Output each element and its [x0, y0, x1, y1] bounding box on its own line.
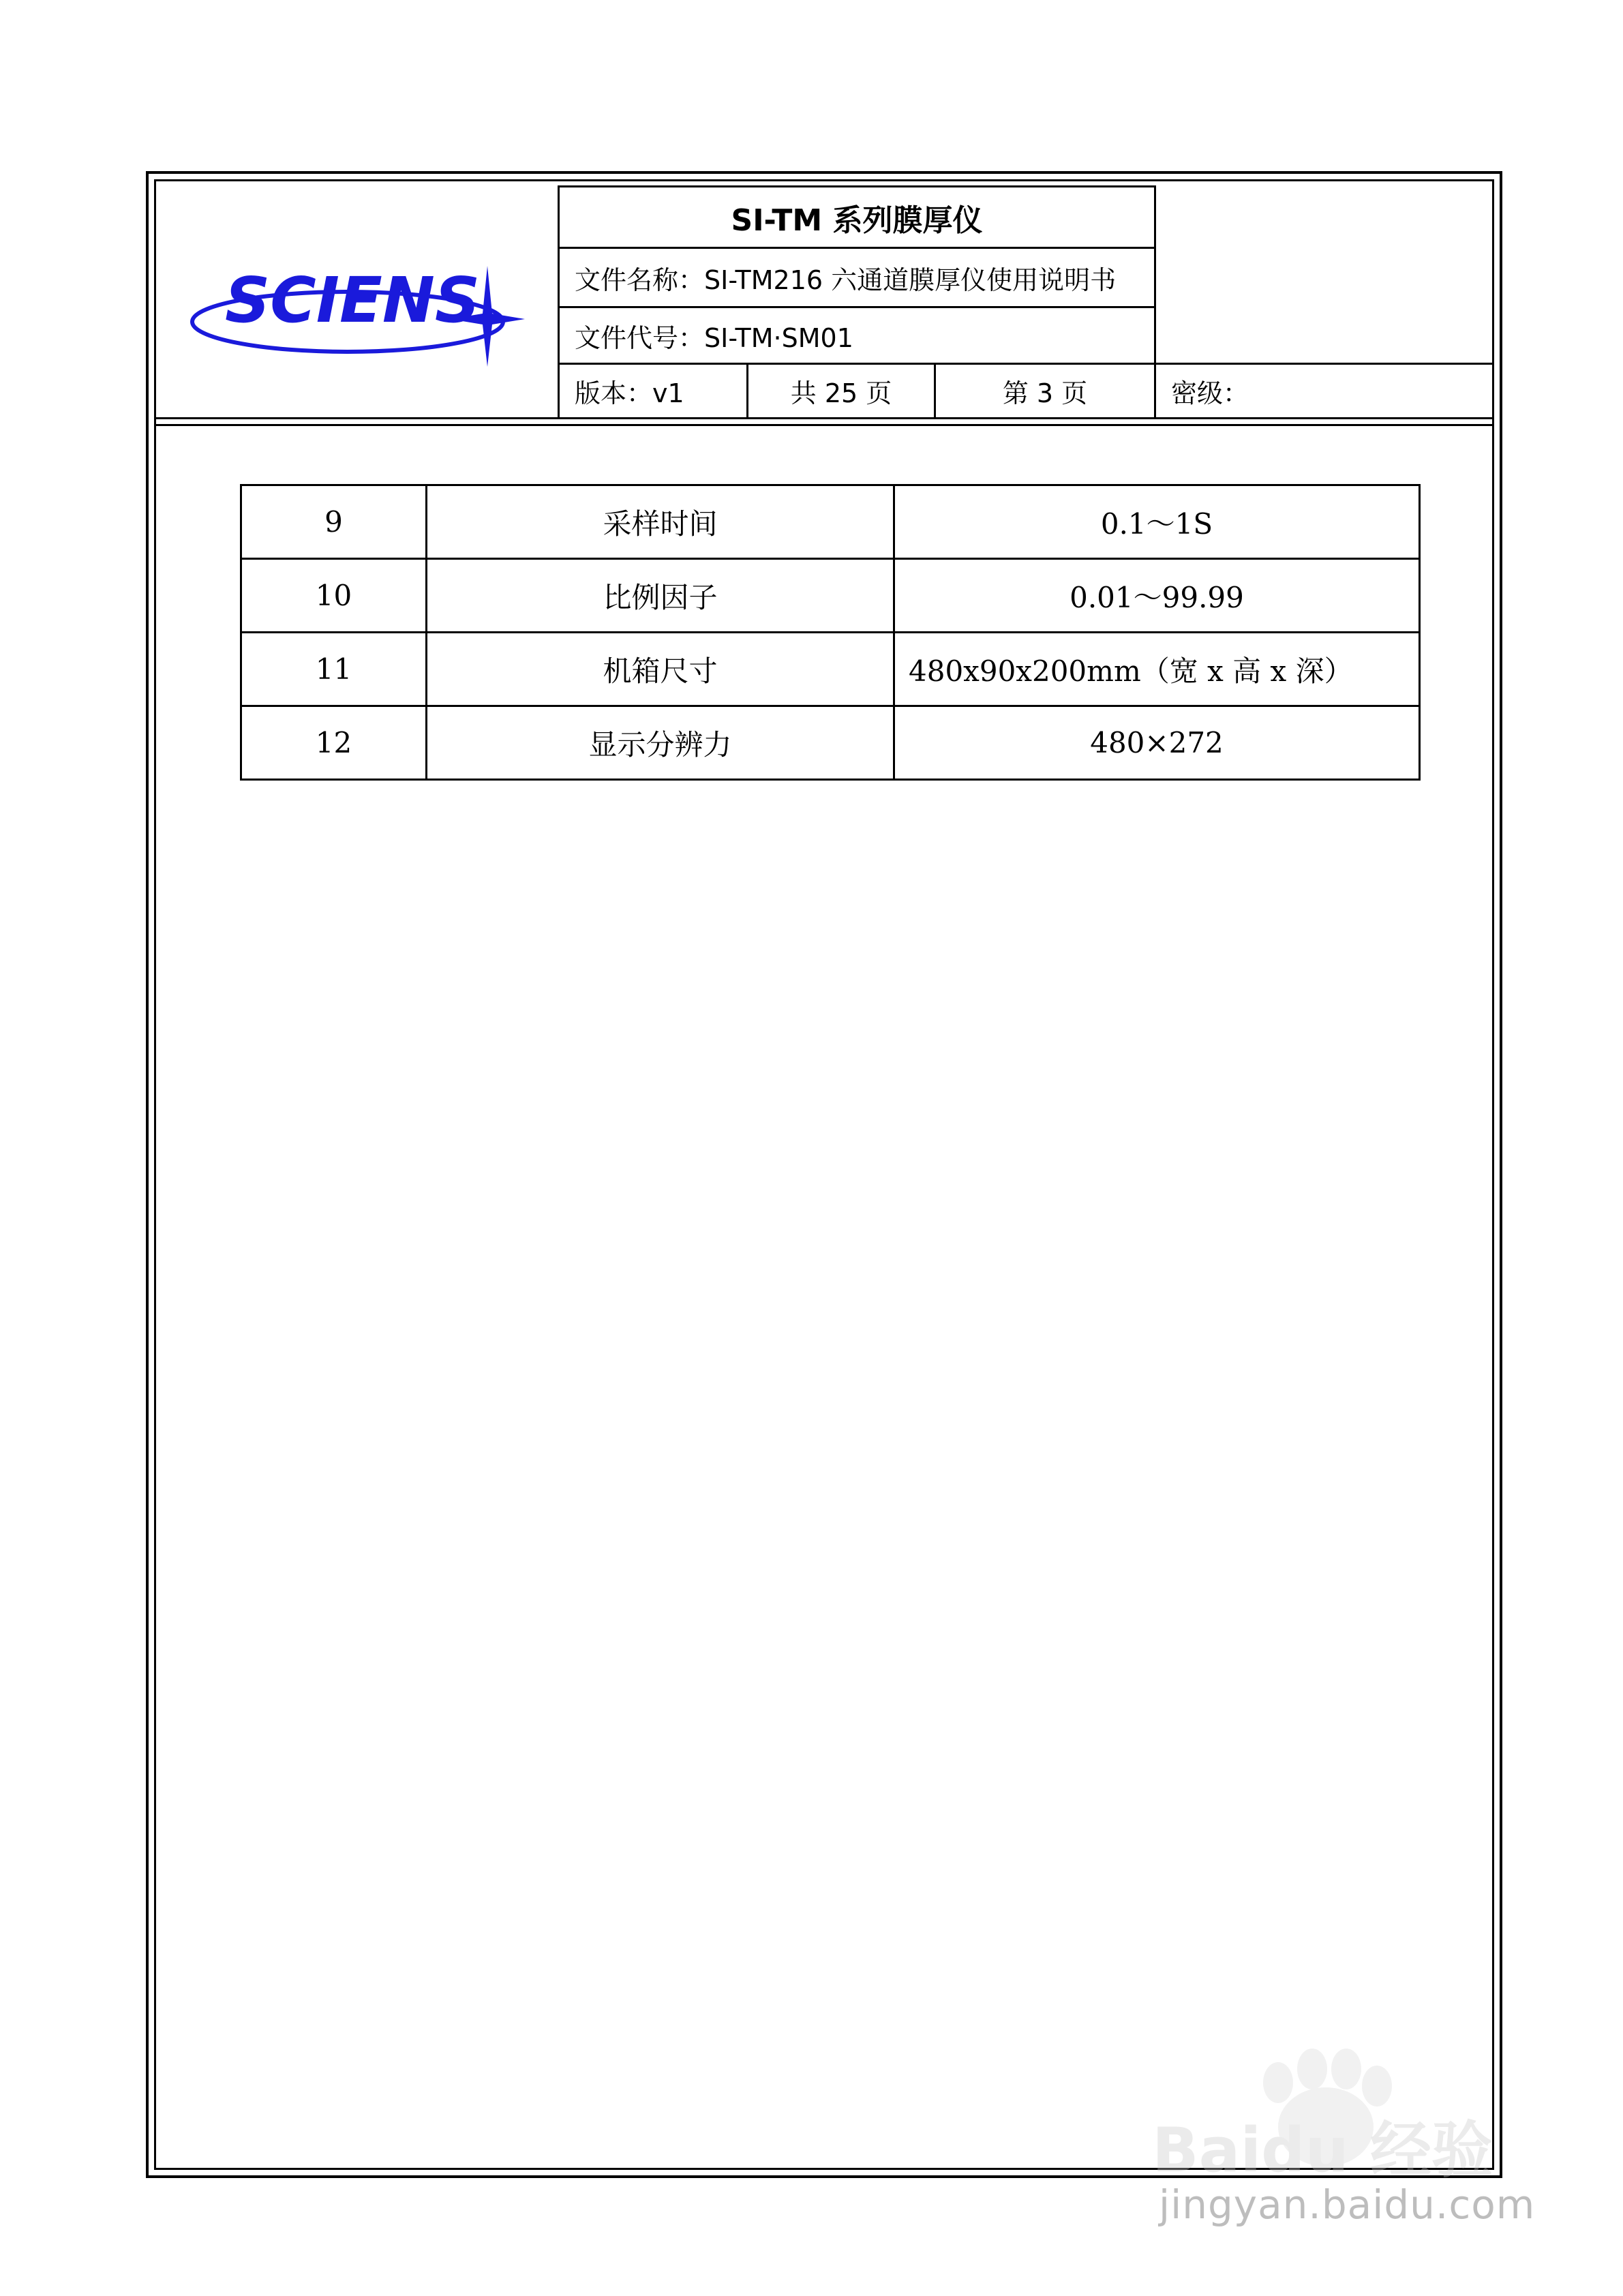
page-border-inner	[154, 179, 1494, 2170]
table-row	[241, 485, 1420, 559]
table-row	[241, 706, 1420, 780]
header-divider-double	[154, 424, 1494, 426]
param-name: 显示分辨力	[427, 706, 894, 780]
param-value: 480×272	[894, 706, 1420, 780]
param-value: 0.01～99.99	[894, 559, 1420, 633]
svg-text:Baidu 经验: Baidu 经验	[1152, 2115, 1493, 2186]
page-number: 第 3 页	[1002, 378, 1088, 408]
doc-name: 文件名称：SI-TM216 六通道膜厚仪使用说明书	[575, 265, 1117, 295]
doc-code: 文件代号：SI-TM·SM01	[575, 322, 853, 353]
series-title-cell	[558, 185, 1156, 249]
table-row	[241, 559, 1420, 633]
series-title: SI-TM 系列膜厚仪	[731, 202, 983, 238]
version: 版本：v1	[575, 378, 684, 408]
param-name: 机箱尺寸	[427, 633, 894, 706]
spec-table	[240, 484, 1421, 781]
page-number-cell	[934, 363, 1156, 419]
total-pages: 共 25 页	[790, 378, 892, 408]
secrecy-level: 密级：	[1171, 378, 1249, 408]
param-value: 480x90x200mm（宽 x 高 x 深）	[894, 633, 1420, 706]
svg-text:SCIENS: SCIENS	[225, 264, 481, 337]
watermark-url: jingyan.baidu.com	[1159, 2181, 1536, 2228]
row-number: 9	[241, 485, 427, 559]
total-pages-cell	[746, 363, 936, 419]
secrecy-cell	[1154, 363, 1494, 419]
sciens-logo	[184, 245, 532, 368]
param-value: 0.1～1S	[894, 485, 1420, 559]
version-cell	[558, 363, 748, 419]
param-name: 采样时间	[427, 485, 894, 559]
row-number: 11	[241, 633, 427, 706]
row-number: 10	[241, 559, 427, 633]
row-number: 12	[241, 706, 427, 780]
doc-name-cell	[558, 247, 1156, 308]
param-name: 比例因子	[427, 559, 894, 633]
doc-code-cell	[558, 306, 1156, 365]
table-row	[241, 633, 1420, 706]
